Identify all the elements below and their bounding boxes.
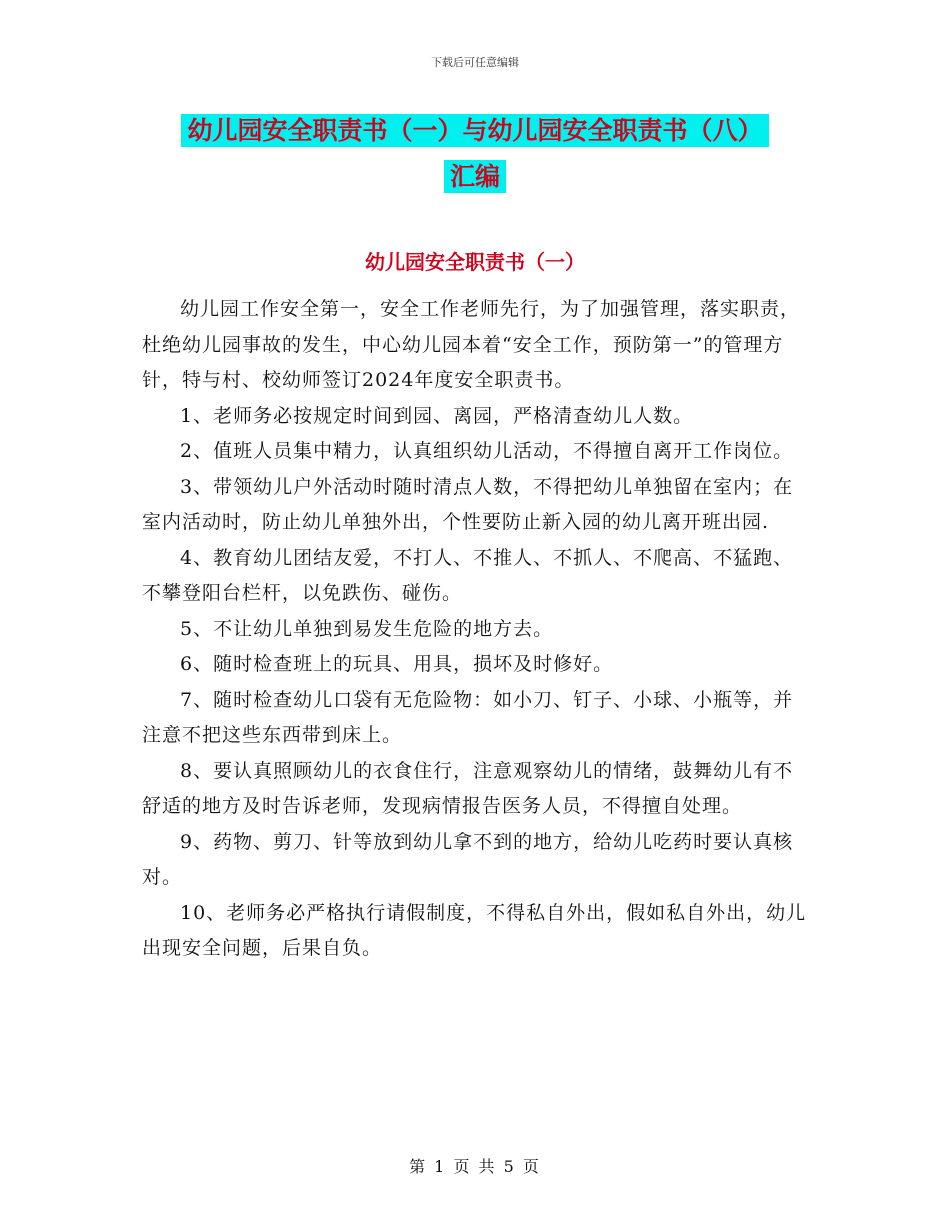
paragraph-item: 2、值班人员集中精力，认真组织幼儿活动，不得擅自离开工作岗位。 xyxy=(180,440,794,462)
document-title xyxy=(0,108,950,200)
paragraph-item: 10、老师务必严格执行请假制度，不得私自外出，假如私自外出，幼儿出现安全问题，后果自负。 xyxy=(142,901,807,959)
title-line-2: 汇编 xyxy=(444,160,506,193)
paragraph-item: 5、不让幼儿单独到易发生危险的地方去。 xyxy=(180,617,554,640)
header-note: 下载后可任意编辑 xyxy=(431,56,519,69)
paragraph-item: 9、药物、剪刀、针等放到幼儿拿不到的地方，给幼儿吃药时要认真核对。 xyxy=(142,830,794,888)
title-line-1: 幼儿园安全职责书（一）与幼儿园安全职责书（八） xyxy=(181,114,768,147)
paragraph-item: 6、随时检查班上的玩具、用具，损坏及时修好。 xyxy=(180,653,614,675)
paragraph-item: 3、带领幼儿户外活动时随时清点人数，不得把幼儿单独留在室内；在室内活动时，防止幼儿单独外出，个性要防止新入园的幼儿离开班出园. xyxy=(142,475,794,533)
body-text xyxy=(142,292,812,967)
page-footer: 第 1 页 共 5 页 xyxy=(409,1157,541,1176)
paragraph-item: 8、要认真照顾幼儿的衣食住行，注意观察幼儿的情绪，鼓舞幼儿有不舒适的地方及时告诉老师，发现病情报告医务人员，不得擅自处理。 xyxy=(142,759,794,817)
section-title: 幼儿园安全职责书（一） xyxy=(365,250,585,274)
paragraph-intro: 幼儿园工作安全第一，安全工作老师先行，为了加强管理，落实职责，杜绝幼儿园事故的发生，中心幼儿园本着“安全工作，预防第一”的管理方针，特与村、校幼师签订2024年度安全职责书。 xyxy=(142,298,801,391)
paragraph-item: 4、教育幼儿团结友爱，不打人、不推人、不抓人、不爬高、不猛跑、不攀登阳台栏杆，以免跌伤、碰伤。 xyxy=(142,546,794,604)
paragraph-item: 7、随时检查幼儿口袋有无危险物：如小刀、钉子、小球、小瓶等，并注意不把这些东西带到床上。 xyxy=(142,688,794,746)
paragraph-item: 1、老师务必按规定时间到园、离园，严格清查幼儿人数。 xyxy=(180,404,694,427)
